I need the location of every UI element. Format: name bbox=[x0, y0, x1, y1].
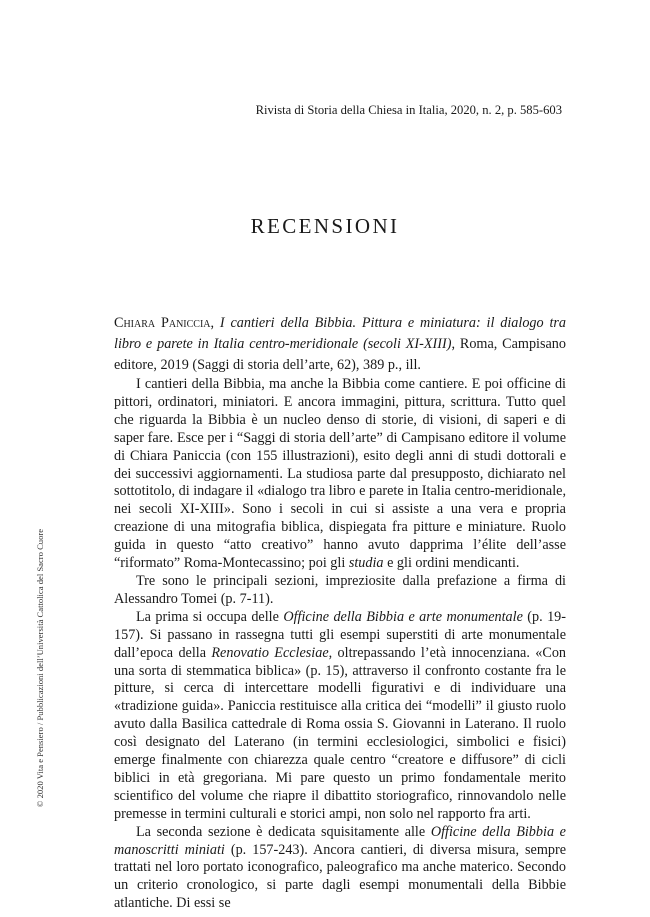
paragraph-1: I cantieri della Bibbia, ma anche la Bibbia come cantiere. E poi officine di pittori, ordinatori, miniatori. E ancora immagini, pittura, scrittura. Tutto quel che riguarda la Bibbia è un nucleo denso di storie, di visioni, di saperi e di saper fare. Esce per i “Saggi di storia dell’arte” di Campisano editore il volume di Chiara Paniccia (con 155 illustrazioni), esito degli anni di studi dottorali e dei successivi aggiornamenti. La studiosa parte dal presupposto, dichiarato nel sottotitolo, di indagare il «dialogo tra libro e parete in Italia centro-meridionale, nei secoli XI-XIII». Sono i secoli in cui si assiste a una vera e propria creazione di una mitografia biblica, dispiegata fra pitture e miniature. Ruolo guida in questo “atto creativo” hanno avuto dapprima l’élite dell’asse “riformato” Roma-Montecassino; poi gli studia e gli ordini mendicanti. bbox=[114, 376, 566, 572]
review-publisher: , Roma, Campisano editore, 2019 (Saggi di storia dell’arte, 62), 389 p., ill. bbox=[114, 336, 566, 373]
copyright-side-note: © 2020 Vita e Pensiero / Pubblicazioni dell’Università Cattolica del Sacro Cuore bbox=[35, 528, 45, 808]
review-body bbox=[114, 376, 566, 913]
section-title: RECENSIONI bbox=[250, 214, 400, 238]
review-author: Chiara Paniccia bbox=[114, 315, 211, 331]
paragraph-4: La seconda sezione è dedicata squisitamente alle Officine della Bibbia e manoscritti miniati (p. 157-243). Ancora cantieri, di diversa misura, sempre trattati nel loro portato iconografico, paleografico ma anche materico. Secondo un criterio cronologico, si parte dagli esempi monumentali della Bibbie atlantiche. Di essi se bbox=[114, 823, 566, 912]
paragraph-2: Tre sono le principali sezioni, impreziosite dalla prefazione a firma di Alessandro Tomei (p. 7-11). bbox=[114, 572, 566, 607]
paragraph-3: La prima si occupa delle Officine della Bibbia e arte monumentale (p. 19-157). Si passano in rassegna tutti gli esempi superstiti di arte monumentale dall’epoca della Renovatio Ecclesiae, oltrepassando l’età innocenziana. «Con una sorta di stemmatica biblica» (p. 15), attraverso il confronto costante fra le pitture, si cerca di intercettare modelli figurativi e di individuare una «tradizione guida». Paniccia restituisce alla critica dei “modelli” il giusto ruolo avuto dalla Basilica cattedrale di Roma ossia S. Giovanni in Laterano. Il ruolo così designato del Laterano (in termini ecclesiologici, simbolici e fisici) emerge finalmente con chiarezza quale centro “creatore e diffusore” di cicli biblici in età gregoriana. Mi pare questo un primo fondamentale merito scientifico del volume che riapre il dibattito storiografico, rinnovandolo nelle premesse in termini culturali e storici ampi, non solo nel rapporto fra arti. bbox=[114, 608, 567, 822]
running-head: Rivista di Storia della Chiesa in Italia, 2020, n. 2, p. 585-603 bbox=[255, 103, 562, 117]
review-bibliographic-entry: Chiara Paniccia, I cantieri della Bibbia. Pittura e miniatura: il dialogo tra libro e parete in Italia centro-meridionale (secoli XI-XIII), Roma, Campisano editore, 2019 (Saggi di storia dell’arte, 62), 389 p., ill. bbox=[114, 315, 567, 373]
review-book-title: I cantieri della Bibbia. Pittura e miniatura: il dialogo tra libro e parete in Italia centro-meridionale (secoli XI-XIII) bbox=[114, 315, 567, 352]
